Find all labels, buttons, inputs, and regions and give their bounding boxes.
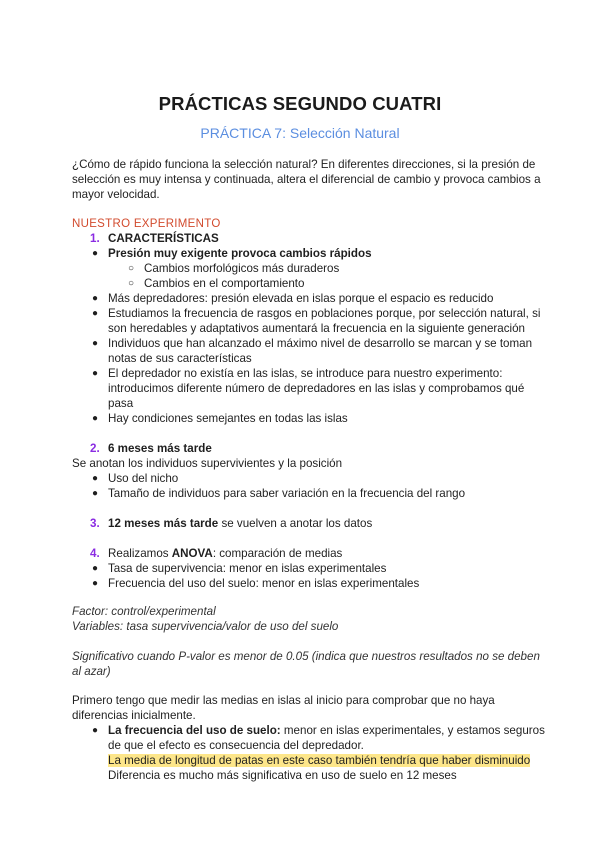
page-title: PRÁCTICAS SEGUNDO CUATRI [158, 93, 442, 114]
section-heading: NUESTRO EXPERIMENTO [72, 218, 221, 230]
sub-bullet-text: Cambios en el comportamiento [144, 277, 305, 290]
italic-note: Significativo cuando P-valor es menor de 0.05 (indica que nuestros resultados no se deben [72, 650, 540, 663]
item-2-title: 6 meses más tarde [108, 442, 212, 455]
item-3-title: 12 meses más tarde [108, 517, 219, 530]
bullet-icon: ● [92, 248, 99, 259]
intro-line-1: ¿Cómo de rápido funciona la selección natural? En diferentes direcciones, si la presión de [72, 158, 536, 171]
item-4-line [108, 546, 342, 561]
bullet-icon: ● [92, 473, 99, 484]
bullet-icon: ● [92, 308, 99, 319]
bullet-text-line: son heredables y adaptativos aumentará la frecuencia en la siguiente generación [108, 322, 526, 335]
circle-bullet-icon: ○ [128, 278, 135, 289]
final-bullet-line: de que el efecto es consecuencia del depredador. [108, 739, 364, 752]
item-4-post: : comparación de medias [212, 547, 343, 560]
bullet-text: Uso del nicho [108, 472, 179, 485]
paragraph-line: diferencias inicialmente. [72, 709, 196, 722]
bullet-icon: ● [92, 413, 99, 424]
bullet-icon: ● [92, 725, 99, 736]
bullet-text: Tamaño de individuos para saber variación en la frecuencia del rango [108, 487, 466, 500]
bullet-icon: ● [92, 563, 99, 574]
list-number-1: 1. [90, 232, 100, 245]
list-number-4: 4. [90, 547, 100, 560]
intro-line-2: selección es muy intensa y continuada, altera el diferencial de cambio y provoca cambios a [72, 173, 541, 186]
bullet-text-line: Individuos que han alcanzado el máximo nivel de desarrollo se marcan y se toman [108, 337, 533, 350]
sub-bullet-text: Cambios morfológicos más duraderos [144, 262, 340, 275]
bullet-text-line: notas de sus características [108, 352, 252, 365]
bullet-text: Tasa de supervivencia: menor en islas experimentales [108, 562, 387, 575]
item-4-bold: ANOVA [171, 547, 213, 560]
italic-note: al azar) [72, 665, 111, 678]
list-number-3: 3. [90, 517, 100, 530]
bullet-text: Hay condiciones semejantes en todas las islas [108, 412, 348, 425]
italic-note: Variables: tasa supervivencia/valor de uso del suelo [72, 620, 339, 633]
item-4-pre: Realizamos [108, 547, 172, 560]
bullet-text: Más depredadores: presión elevada en islas porque el espacio es reducido [108, 292, 494, 305]
paragraph-line: Primero tengo que medir las medias en islas al inicio para comprobar que no haya [72, 694, 495, 707]
final-bullet-rest: menor en islas experimentales, y estamos seguros [280, 724, 545, 737]
italic-note: Factor: control/experimental [72, 605, 216, 618]
bullet-text-line: introducimos diferente número de depredadores en las islas y comprobamos qué [108, 382, 525, 395]
bullet-text-line: Estudiamos la frecuencia de rasgos en poblaciones porque, por selección natural, si [108, 307, 541, 320]
bullet-icon: ● [92, 338, 99, 349]
bullet-icon: ● [92, 368, 99, 379]
item-3-line [108, 516, 372, 531]
list-number-2: 2. [90, 442, 100, 455]
bullet-text: Frecuencia del uso del suelo: menor en islas experimentales [108, 577, 420, 590]
circle-bullet-icon: ○ [128, 263, 135, 274]
item-3-rest: se vuelven a anotar los datos [218, 517, 373, 530]
intro-line-3: mayor velocidad. [72, 188, 160, 201]
highlight-text: La media de longitud de patas en este caso también tendría que haber disminuido [108, 754, 531, 767]
bullet-text-line: El depredador no existía en las islas, se introduce para nuestro experimento: [108, 367, 503, 380]
bullet-icon: ● [92, 488, 99, 499]
item-1-title: CARACTERÍSTICAS [108, 232, 219, 245]
bullet-text-line: pasa [108, 397, 134, 410]
final-bullet-line: Diferencia es mucho más significativa en uso de suelo en 12 meses [108, 769, 457, 782]
bullet-icon: ● [92, 293, 99, 304]
highlighted-line [108, 753, 530, 768]
final-bullet-bold: La frecuencia del uso de suelo: [108, 724, 281, 737]
final-bullet-line [108, 723, 545, 738]
page-subtitle: PRÁCTICA 7: Selección Natural [200, 125, 400, 141]
paragraph-line: Se anotan los individuos supervivientes y la posición [72, 457, 343, 470]
bullet-text: Presión muy exigente provoca cambios rápidos [108, 247, 372, 260]
bullet-icon: ● [92, 578, 99, 589]
